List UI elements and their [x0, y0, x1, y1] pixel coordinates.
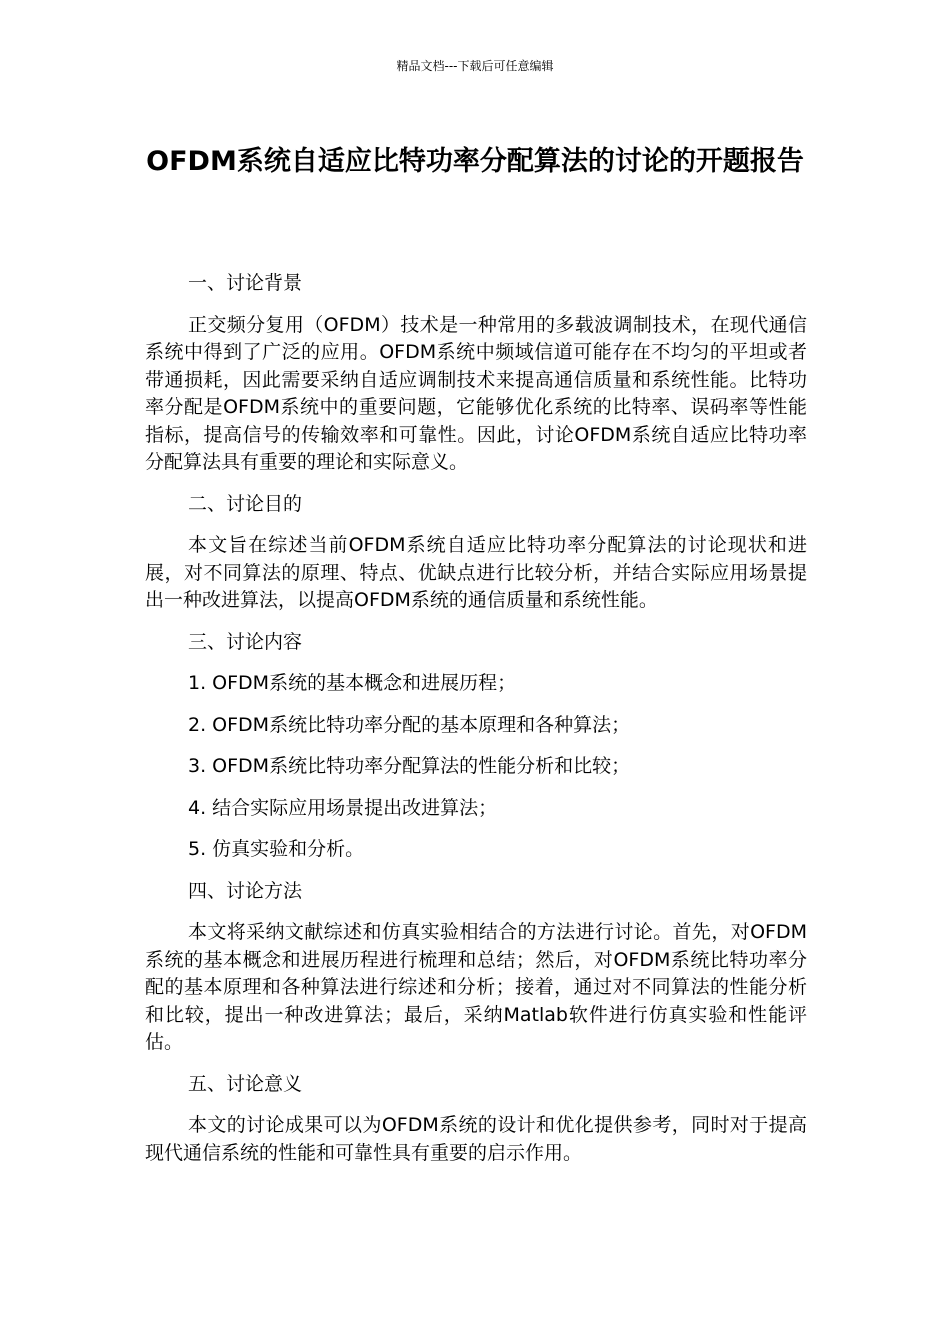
- content-list-item: 1. OFDM系统的基本概念和进展历程；: [188, 672, 517, 694]
- section-heading-content: 三、讨论内容: [188, 630, 303, 653]
- content-list-item: 3. OFDM系统比特功率分配算法的性能分析和比较；: [188, 755, 631, 777]
- section-paragraph-background: 正交频分复用（OFDM）技术是一种常用的多载波调制技术，在现代通信系统中得到了广泛的应用。OFDM系统中频域信道可能存在不均匀的平坦或者带通损耗，因此需要采纳自适应调制技术来提高通信质量和系统性能。比特功率分配是OFDM系统中的重要问题，它能够优化系统的比特率、误码率等性能指标，提高信号的传输效率和可靠性。因此，讨论OFDM系统自适应比特功率分配算法具有重要的理论和实际意义。: [145, 313, 807, 473]
- content-list-item: 4. 结合实际应用场景提出改进算法；: [188, 796, 498, 819]
- content-list-item: 5. 仿真实验和分析。: [188, 838, 365, 860]
- section-heading-method: 四、讨论方法: [188, 879, 303, 902]
- section-paragraph-method: 本文将采纳文献综述和仿真实验相结合的方法进行讨论。首先，对OFDM系统的基本概念和进展历程进行梳理和总结；然后，对OFDM系统比特功率分配的基本原理和各种算法进行综述和分析；接着，通过对不同算法的性能分析和比较，提出一种改进算法；最后，采纳Matlab软件进行仿真实验和性能评估。: [145, 921, 807, 1053]
- document-body: [145, 270, 807, 1181]
- section-paragraph-significance: 本文的讨论成果可以为OFDM系统的设计和优化提供参考，同时对于提高现代通信系统的性能和可靠性具有重要的启示作用。: [145, 1114, 807, 1164]
- content-list-item: 2. OFDM系统比特功率分配的基本原理和各种算法；: [188, 713, 631, 736]
- section-heading-significance: 五、讨论意义: [188, 1072, 303, 1095]
- section-heading-purpose: 二、讨论目的: [188, 492, 303, 515]
- header-note: 精品文档---下载后可任意编辑: [396, 59, 554, 73]
- section-paragraph-purpose: 本文旨在综述当前OFDM系统自适应比特功率分配算法的讨论现状和进展，对不同算法的原理、特点、优缺点进行比较分析，并结合实际应用场景提出一种改进算法，以提高OFDM系统的通信质量和系统性能。: [145, 534, 807, 611]
- section-heading-background: 一、讨论背景: [188, 272, 303, 294]
- document-title: OFDM系统自适应比特功率分配算法的讨论的开题报告: [146, 146, 804, 177]
